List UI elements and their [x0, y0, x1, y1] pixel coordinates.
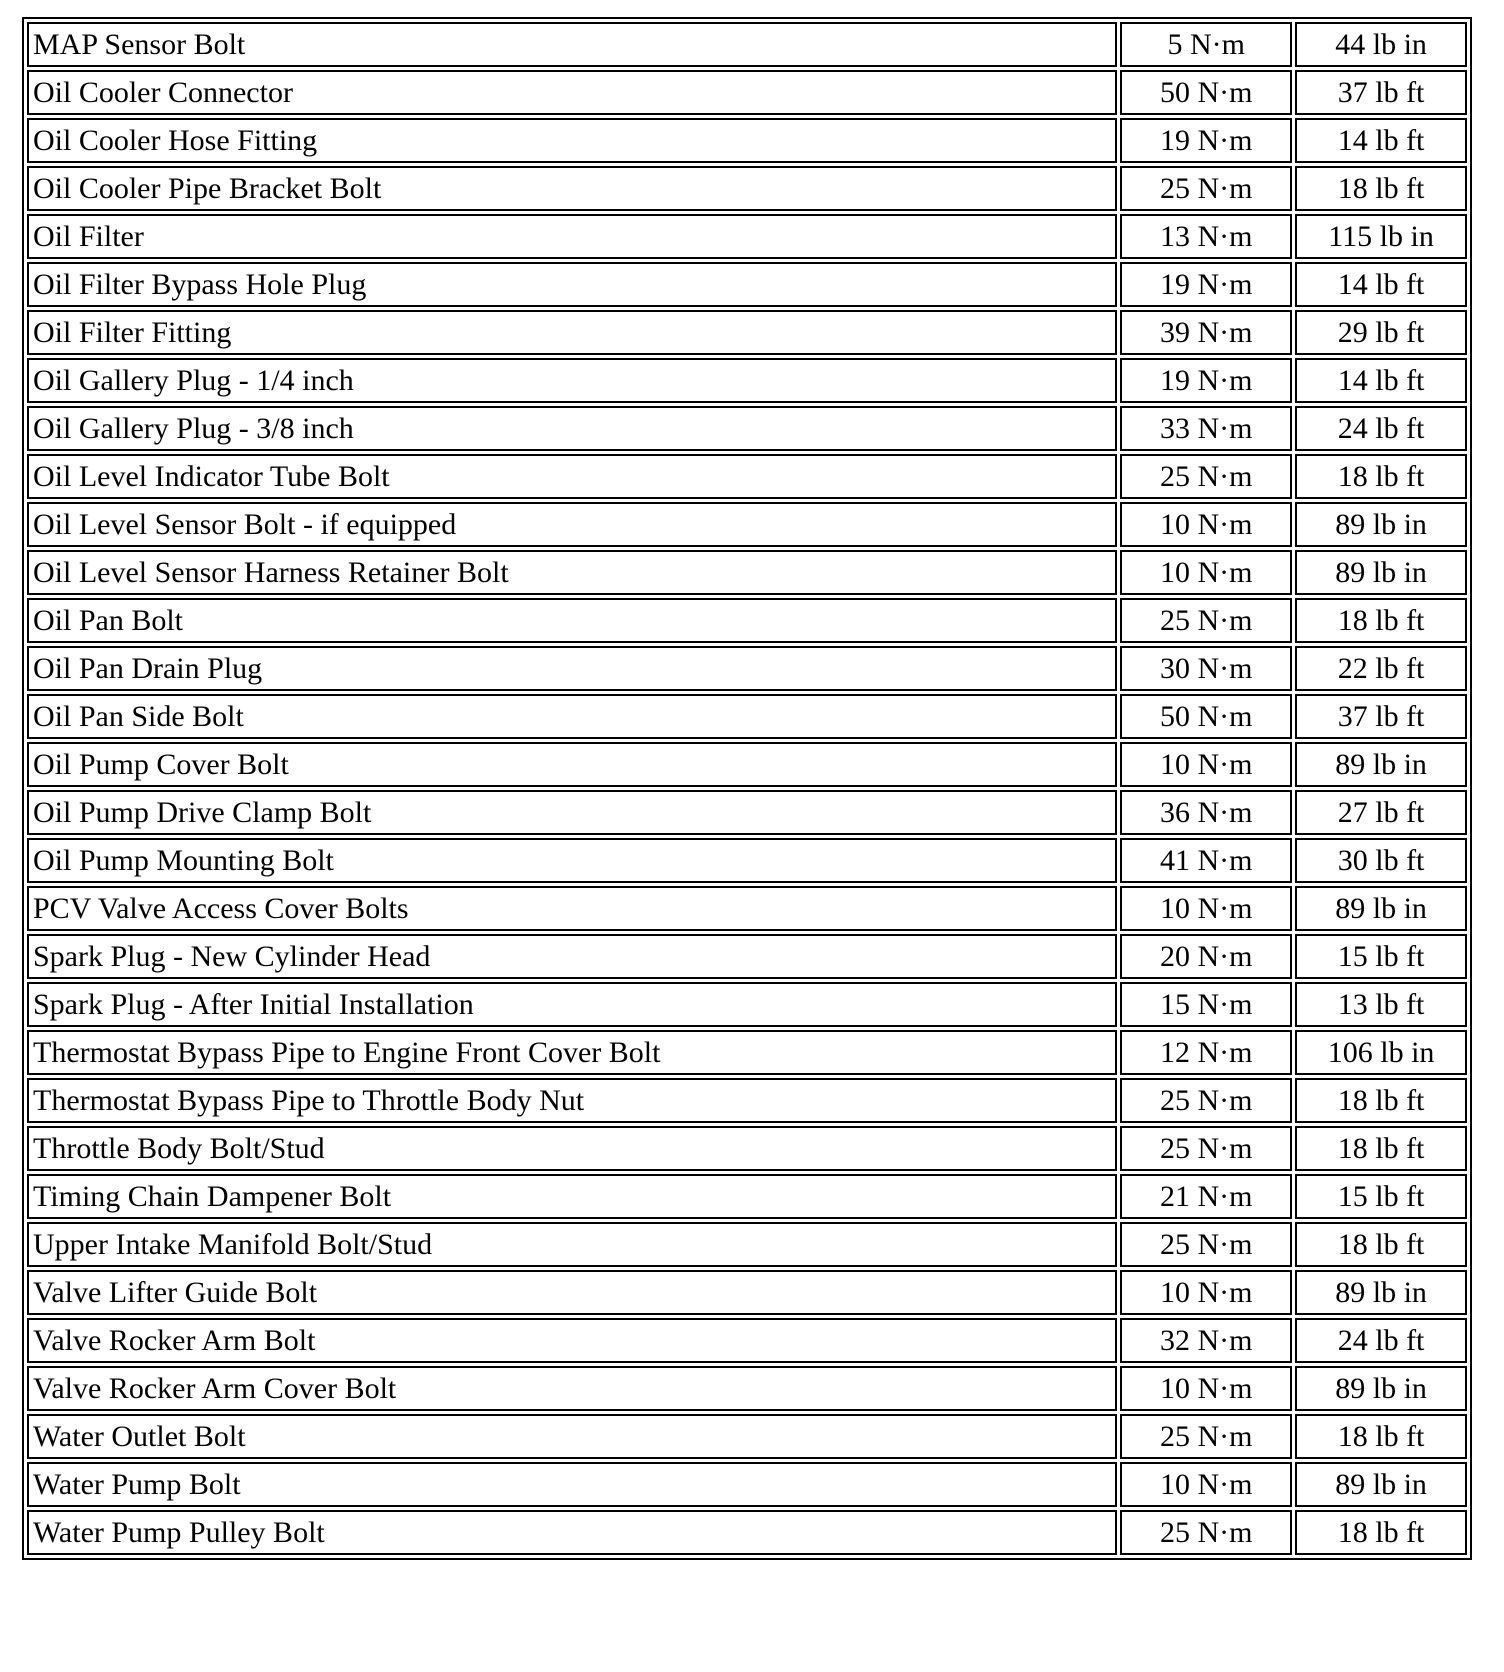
table-row [27, 70, 1467, 115]
table-row [27, 1222, 1467, 1267]
torque-english-cell: 18 lb ft [1295, 1078, 1467, 1123]
torque-metric-cell: 25 N·m [1120, 454, 1292, 499]
torque-english-cell: 29 lb ft [1295, 310, 1467, 355]
torque-metric-cell: 32 N·m [1120, 1318, 1292, 1363]
table-row [27, 22, 1467, 67]
fastener-name-cell: Oil Pump Mounting Bolt [27, 838, 1117, 883]
fastener-name-cell: Oil Filter Bypass Hole Plug [27, 262, 1117, 307]
torque-metric-cell: 19 N·m [1120, 262, 1292, 307]
torque-english-cell: 89 lb in [1295, 1462, 1467, 1507]
torque-metric-cell: 19 N·m [1120, 118, 1292, 163]
table-row [27, 454, 1467, 499]
fastener-name-cell: Valve Rocker Arm Cover Bolt [27, 1366, 1117, 1411]
fastener-name-cell: Oil Filter [27, 214, 1117, 259]
torque-metric-cell: 19 N·m [1120, 358, 1292, 403]
torque-metric-cell: 10 N·m [1120, 1462, 1292, 1507]
table-row [27, 694, 1467, 739]
fastener-name-cell: PCV Valve Access Cover Bolts [27, 886, 1117, 931]
torque-english-cell: 89 lb in [1295, 742, 1467, 787]
torque-metric-cell: 25 N·m [1120, 1126, 1292, 1171]
torque-specification-table [22, 17, 1472, 1560]
table-row [27, 502, 1467, 547]
torque-metric-cell: 10 N·m [1120, 742, 1292, 787]
table-row [27, 886, 1467, 931]
fastener-name-cell: Throttle Body Bolt/Stud [27, 1126, 1117, 1171]
fastener-name-cell: Timing Chain Dampener Bolt [27, 1174, 1117, 1219]
fastener-name-cell: Valve Rocker Arm Bolt [27, 1318, 1117, 1363]
table-row [27, 1030, 1467, 1075]
table-row [27, 646, 1467, 691]
torque-english-cell: 14 lb ft [1295, 262, 1467, 307]
torque-metric-cell: 36 N·m [1120, 790, 1292, 835]
torque-metric-cell: 50 N·m [1120, 694, 1292, 739]
fastener-name-cell: Oil Pump Drive Clamp Bolt [27, 790, 1117, 835]
torque-english-cell: 18 lb ft [1295, 166, 1467, 211]
torque-metric-cell: 20 N·m [1120, 934, 1292, 979]
table-row [27, 118, 1467, 163]
torque-metric-cell: 30 N·m [1120, 646, 1292, 691]
torque-metric-cell: 10 N·m [1120, 1270, 1292, 1315]
fastener-name-cell: Oil Pump Cover Bolt [27, 742, 1117, 787]
fastener-name-cell: Oil Pan Side Bolt [27, 694, 1117, 739]
table-row [27, 214, 1467, 259]
table-row [27, 310, 1467, 355]
table-row [27, 982, 1467, 1027]
fastener-name-cell: Valve Lifter Guide Bolt [27, 1270, 1117, 1315]
torque-english-cell: 115 lb in [1295, 214, 1467, 259]
torque-english-cell: 22 lb ft [1295, 646, 1467, 691]
fastener-name-cell: Oil Level Sensor Bolt - if equipped [27, 502, 1117, 547]
table-row [27, 406, 1467, 451]
torque-metric-cell: 10 N·m [1120, 502, 1292, 547]
torque-english-cell: 15 lb ft [1295, 934, 1467, 979]
torque-english-cell: 18 lb ft [1295, 1222, 1467, 1267]
torque-metric-cell: 25 N·m [1120, 1414, 1292, 1459]
torque-english-cell: 24 lb ft [1295, 1318, 1467, 1363]
fastener-name-cell: Oil Level Indicator Tube Bolt [27, 454, 1117, 499]
torque-metric-cell: 12 N·m [1120, 1030, 1292, 1075]
fastener-name-cell: Oil Cooler Hose Fitting [27, 118, 1117, 163]
table-row [27, 838, 1467, 883]
table-row [27, 598, 1467, 643]
torque-metric-cell: 25 N·m [1120, 598, 1292, 643]
fastener-name-cell: Spark Plug - New Cylinder Head [27, 934, 1117, 979]
torque-english-cell: 14 lb ft [1295, 118, 1467, 163]
table-row [27, 1078, 1467, 1123]
table-row [27, 1126, 1467, 1171]
fastener-name-cell: Oil Filter Fitting [27, 310, 1117, 355]
fastener-name-cell: Upper Intake Manifold Bolt/Stud [27, 1222, 1117, 1267]
torque-english-cell: 18 lb ft [1295, 598, 1467, 643]
torque-metric-cell: 10 N·m [1120, 1366, 1292, 1411]
table-row [27, 1270, 1467, 1315]
torque-metric-cell: 5 N·m [1120, 22, 1292, 67]
table-row [27, 742, 1467, 787]
table-row [27, 1414, 1467, 1459]
fastener-name-cell: Water Pump Bolt [27, 1462, 1117, 1507]
torque-metric-cell: 15 N·m [1120, 982, 1292, 1027]
fastener-name-cell: MAP Sensor Bolt [27, 22, 1117, 67]
table-row [27, 166, 1467, 211]
torque-english-cell: 89 lb in [1295, 1366, 1467, 1411]
torque-english-cell: 14 lb ft [1295, 358, 1467, 403]
table-row [27, 790, 1467, 835]
torque-english-cell: 89 lb in [1295, 1270, 1467, 1315]
torque-english-cell: 18 lb ft [1295, 1510, 1467, 1555]
torque-metric-cell: 25 N·m [1120, 1078, 1292, 1123]
torque-english-cell: 44 lb in [1295, 22, 1467, 67]
fastener-name-cell: Oil Pan Bolt [27, 598, 1117, 643]
torque-metric-cell: 10 N·m [1120, 550, 1292, 595]
fastener-name-cell: Water Outlet Bolt [27, 1414, 1117, 1459]
torque-english-cell: 15 lb ft [1295, 1174, 1467, 1219]
torque-metric-cell: 25 N·m [1120, 1222, 1292, 1267]
torque-metric-cell: 10 N·m [1120, 886, 1292, 931]
fastener-name-cell: Oil Pan Drain Plug [27, 646, 1117, 691]
torque-metric-cell: 41 N·m [1120, 838, 1292, 883]
fastener-name-cell: Oil Cooler Connector [27, 70, 1117, 115]
torque-english-cell: 24 lb ft [1295, 406, 1467, 451]
fastener-name-cell: Thermostat Bypass Pipe to Engine Front Cover Bolt [27, 1030, 1117, 1075]
torque-english-cell: 18 lb ft [1295, 454, 1467, 499]
torque-english-cell: 27 lb ft [1295, 790, 1467, 835]
table-row [27, 262, 1467, 307]
fastener-name-cell: Oil Level Sensor Harness Retainer Bolt [27, 550, 1117, 595]
fastener-name-cell: Oil Gallery Plug - 3/8 inch [27, 406, 1117, 451]
fastener-name-cell: Thermostat Bypass Pipe to Throttle Body Nut [27, 1078, 1117, 1123]
torque-metric-cell: 25 N·m [1120, 1510, 1292, 1555]
torque-english-cell: 18 lb ft [1295, 1126, 1467, 1171]
torque-english-cell: 89 lb in [1295, 886, 1467, 931]
torque-metric-cell: 21 N·m [1120, 1174, 1292, 1219]
torque-metric-cell: 50 N·m [1120, 70, 1292, 115]
torque-table-body [27, 22, 1467, 1555]
torque-english-cell: 13 lb ft [1295, 982, 1467, 1027]
torque-english-cell: 106 lb in [1295, 1030, 1467, 1075]
fastener-name-cell: Spark Plug - After Initial Installation [27, 982, 1117, 1027]
table-row [27, 1510, 1467, 1555]
torque-english-cell: 30 lb ft [1295, 838, 1467, 883]
table-row [27, 934, 1467, 979]
fastener-name-cell: Water Pump Pulley Bolt [27, 1510, 1117, 1555]
torque-metric-cell: 13 N·m [1120, 214, 1292, 259]
torque-english-cell: 37 lb ft [1295, 70, 1467, 115]
torque-english-cell: 18 lb ft [1295, 1414, 1467, 1459]
torque-english-cell: 37 lb ft [1295, 694, 1467, 739]
torque-metric-cell: 25 N·m [1120, 166, 1292, 211]
table-row [27, 1318, 1467, 1363]
fastener-name-cell: Oil Gallery Plug - 1/4 inch [27, 358, 1117, 403]
torque-metric-cell: 39 N·m [1120, 310, 1292, 355]
table-row [27, 550, 1467, 595]
table-row [27, 1462, 1467, 1507]
table-row [27, 358, 1467, 403]
fastener-name-cell: Oil Cooler Pipe Bracket Bolt [27, 166, 1117, 211]
table-row [27, 1174, 1467, 1219]
table-row [27, 1366, 1467, 1411]
torque-metric-cell: 33 N·m [1120, 406, 1292, 451]
torque-english-cell: 89 lb in [1295, 550, 1467, 595]
torque-english-cell: 89 lb in [1295, 502, 1467, 547]
